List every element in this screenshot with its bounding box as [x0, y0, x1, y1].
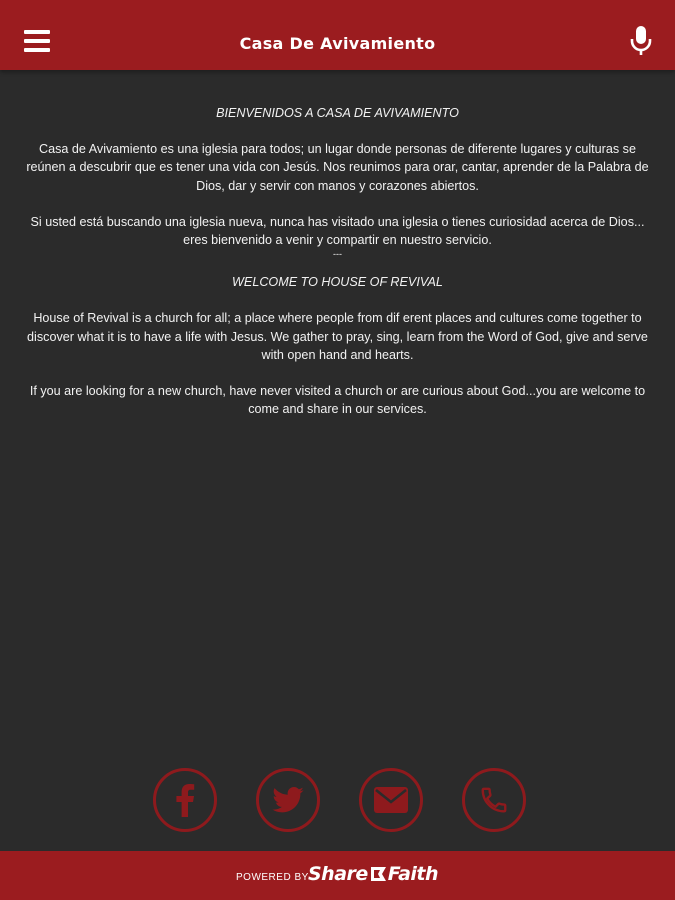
spanish-paragraph-2: Si usted está buscando una iglesia nueva, nunca has visitado una iglesia o tienes curiosidad acerca de Dios... eres bienvenido a venir y compartir en nuestro servicio. [30, 214, 645, 248]
phone-icon [479, 785, 509, 815]
social-links [0, 768, 675, 832]
sharefaith-logo[interactable]: Share Faith [308, 863, 439, 885]
facebook-icon [174, 783, 196, 817]
spanish-heading: BIENVENIDOS A CASA DE AVIVAMIENTO [216, 106, 459, 120]
facebook-button[interactable] [153, 768, 217, 832]
top-app-bar [0, 0, 675, 70]
english-paragraph-2: If you are looking for a new church, have never visited a church or are curious about God...you are welcome to come and share in our services. [29, 384, 646, 417]
twitter-button[interactable] [256, 768, 320, 832]
phone-button[interactable] [462, 768, 526, 832]
flag-icon [368, 866, 388, 882]
twitter-icon [272, 787, 304, 813]
spanish-paragraph-1: Casa de Avivamiento es una iglesia para todos; un lugar donde personas de diferente lugares y culturas se reúnen a descubrir que es tener una vida con Jesús. Nos reunimos para orar, cantar, aprender de la Palabra de Dios, dar y servir con manos y corazones abiertos. [26, 142, 649, 193]
email-icon [374, 787, 408, 813]
separator: --- [333, 249, 342, 260]
microphone-icon[interactable] [629, 25, 653, 57]
footer-bar [0, 851, 675, 900]
english-heading: WELCOME TO HOUSE OF REVIVAL [232, 275, 443, 290]
page-title: Casa De Avivamiento [239, 34, 436, 53]
email-button[interactable] [359, 768, 423, 832]
powered-by-label: POWERED BY [236, 872, 309, 883]
english-paragraph-1: House of Revival is a church for all; a place where people from dif erent places and cultures come together to discover what it is to have a life with Jesus. We gather to pray, sing, learn from the Word of God, give and serve with open hand and hearts. [27, 311, 648, 362]
welcome-content [18, 104, 657, 418]
